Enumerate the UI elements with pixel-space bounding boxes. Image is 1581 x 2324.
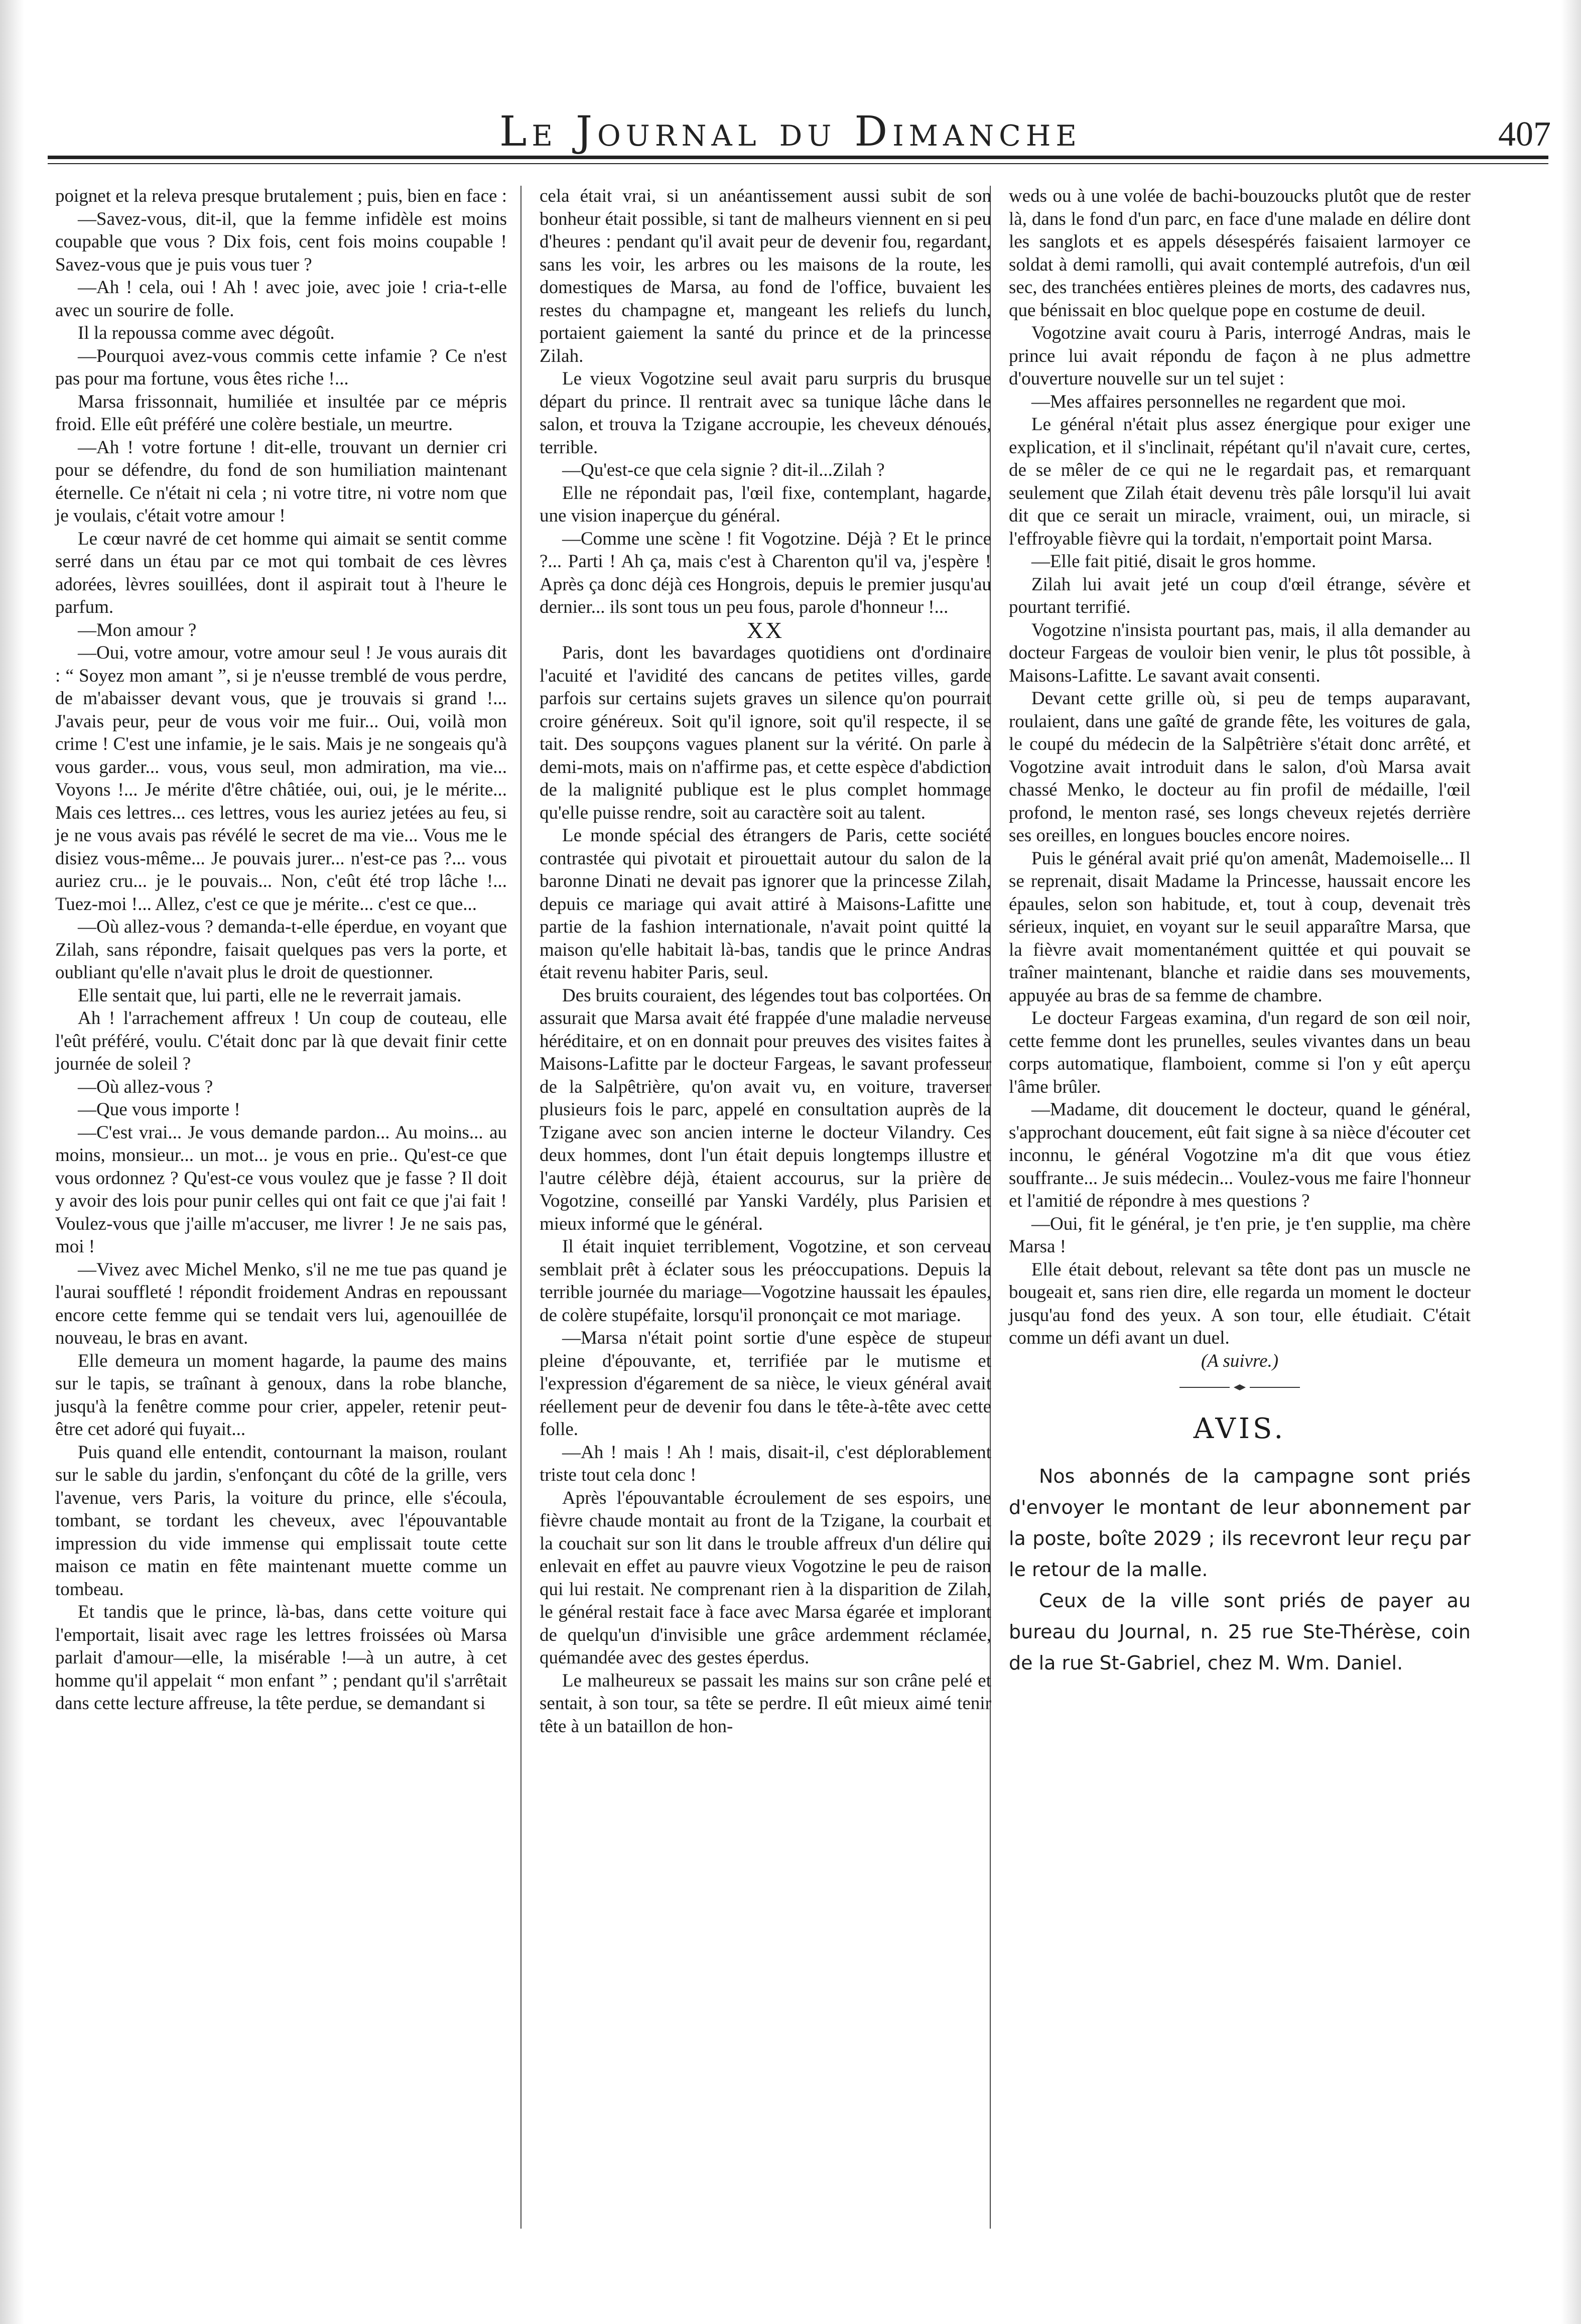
paragraph: Il la repoussa comme avec dégoût. [78, 323, 335, 343]
text-column-2 [540, 185, 991, 1738]
header-rule-thick [48, 156, 1548, 159]
paragraph: Vogotzine n'insista pourtant pas, mais, il alla demander au docteur Fargeas de vouloir bien venir, le plus tôt possible, à Maisons-Lafitte. Le savant avait consenti. [1009, 619, 1471, 686]
notice-title: AVIS. [1193, 1412, 1286, 1445]
paragraph: —Que vous importe ! [78, 1099, 240, 1120]
paragraph: —Ah ! votre fortune ! dit-elle, trouvant un dernier cri pour se défendre, du fond de son humiliation maintenant éternelle. Ce n'était ni cela ; ni votre titre, ni votre nom que je voulais, c'était votre amour ! [55, 437, 507, 526]
paragraph: Paris, dont les bavardages quotidiens ont d'ordinaire l'acuité et l'avidité des cancans de petites villes, garde parfois sur certains sujets graves un silence qu'on pourrait croire généreux. Soit qu'il ignore, soit qu'il respecte, il se tait. Des soupçons vagues planent sur la vérité. On parle à demi-mots, mais on n'affirme pas, et cette espèce d'abdiction de la malignité publique est le plus complet hommage qu'elle puisse rendre, soit au caractère soit au talent. [540, 642, 991, 823]
to-be-continued: (A suivre.) [1201, 1350, 1279, 1371]
paragraph: —Où allez-vous ? demanda-t-elle éperdue, en voyant que Zilah, sans répondre, faisait quelques pas vers la porte, et oubliant qu'elle n'avait plus le droit de questionner. [55, 917, 507, 983]
paragraph: Elle sentait que, lui parti, elle ne le reverrait jamais. [78, 985, 462, 1006]
paragraph: —Oui, votre amour, votre amour seul ! Je vous aurais dit : “ Soyez mon amant ”, si je n'eusse tremblé de vous perdre, de m'abaisser devant vous, que je trouvais si grand !... J'avais peur, peur de vous voir me fuir... Oui, voilà mon crime ! C'est une infamie, je le sais. Mais je ne songeais qu'à vous garder... vous, vous seul, mon admiration, ma vie... Voyons !... Je mérite d'être châtiée, oui, oui, je le mérite... Mais ces lettres... ces lettres, vous les auriez jetées au feu, si je ne vous avais pas révélé le secret de ma vie... Vous me le disiez vous-même... Je pouvais jurer... n'est-ce pas ?... vous auriez cru... je le pouvais... Non, c'eût été trop lâche !... Tuez-moi !... Allez, c'est ce que je mérite... c'est ce que... [55, 642, 507, 915]
paragraph: —Mes affaires personnelles ne regardent que moi. [1031, 391, 1406, 412]
notice-paragraph: Nos abonnés de la campagne sont priés d'envoyer le montant de leur abonnement par la poste, boîte 2029 ; ils recevront leur reçu par le retour de la malle. [1009, 1465, 1471, 1581]
paragraph: Le général n'était plus assez énergique pour exiger une explication, et il s'inclinait, répétant qu'il n'avait cure, certes, de se mêler de ce qui ne le regardait pas, et remarquant seulement que Zilah était devenu très pâle lorsqu'il lui avait dit que ce serait un miracle, vraiment, oui, un miracle, si l'effroyable fièvre qui la tordait, n'emportait point Marsa. [1009, 414, 1471, 549]
paragraph: Marsa frissonnait, humiliée et insultée par ce mépris froid. Elle eût préféré une colère bestiale, un meurtre. [55, 391, 507, 435]
paragraph: —C'est vrai... Je vous demande pardon... Au moins... au moins, monsieur... un mot... je vous en prie.. Qu'est-ce que vous ordonnez ? Qu'est-ce vous voulez que je fasse ? Il doit y avoir des lois pour punir celles qui ont fait ce que j'ai fait ! Voulez-vous que j'aille m'accuser, me livrer ! Je ne sais pas, moi ! [55, 1122, 507, 1257]
ornament-divider-icon [1174, 1382, 1305, 1392]
paragraph: Le docteur Fargeas examina, d'un regard de son œil noir, cette femme dont les prunelles, seules vivantes dans un beau corps automatique, flamboient, comme si l'on y eût aperçu l'âme brûler. [1009, 1008, 1471, 1097]
text-column-1 [55, 185, 507, 1715]
paragraph: —Savez-vous, dit-il, que la femme infidèle est moins coupable que vous ? Dix fois, cent fois moins coupable ! Savez-vous que je puis vous tuer ? [55, 208, 507, 275]
page-edge-left [0, 0, 24, 2324]
paragraph: —Marsa n'était point sortie d'une espèce de stupeur pleine d'épouvante, et, terrifiée par le mutisme et l'expression d'égarement de sa nièce, le vieux général avait réellement peur de devenir fou dans le tête-à-tête avec cette folle. [540, 1328, 991, 1440]
paragraph: —Qu'est-ce que cela signie ? dit-il...Zilah ? [562, 460, 885, 480]
paragraph: Le malheureux se passait les mains sur son crâne pelé et sentait, à son tour, sa tête se perdre. Il eût mieux aimé tenir tête à un bataillon de hon- [540, 1670, 991, 1737]
paragraph: Des bruits couraient, des légendes tout bas colportées. On assurait que Marsa avait été frappée d'une maladie nerveuse héréditaire, et on en donnait pour preuves des visites faites à Maisons-Lafitte par le docteur Fargeas, le savant professeur de la Salpêtrière, qu'on avait vu, en voiture, traverser plusieurs fois le parc, appelé en consultation auprès de la Tzigane avec son ancien interne le docteur Vilandry. Ces deux hommes, dont l'un était depuis longtemps illustre et l'autre célèbre déjà, étaient accourus, sur la prière de Vogotzine, conseillé par Yanski Vardély, plus Parisien et mieux informé que le général. [540, 985, 991, 1234]
paragraph: Puis quand elle entendit, contournant la maison, roulant sur le sable du jardin, s'enfonçant du côté de la grille, vers l'avenue, vers Paris, la voiture du prince, elle s'écoula, tombant, se tordant les cheveux, avec l'épouvantable impression du vide immense qui emplissait toute cette maison ce matin en fête maintenant muette comme un tombeau. [55, 1442, 507, 1600]
paragraph: Elle était debout, relevant sa tête dont pas un muscle ne bougeait et, sans rien dire, elle regarda un moment le docteur jusqu'au fond des yeux. A son tour, elle étudiait. C'était comme un défi avant un duel. [1009, 1259, 1471, 1348]
paragraph: —Vivez avec Michel Menko, s'il ne me tue pas quand je l'aurai souffleté ! répondit froidement Andras en repoussant encore cette femme qui se tendait vers lui, agenouillée de nouveau, le bras en avant. [55, 1259, 507, 1348]
paragraph: —Où allez-vous ? [78, 1076, 213, 1097]
paragraph: Le cœur navré de cet homme qui aimait se sentit comme serré dans un étau par ce mot qui tombait de ces lèvres adorées, lèvres souillées, dont il aspirait tout à l'heure le parfum. [55, 528, 507, 617]
page-number: 407 [1498, 115, 1551, 154]
chapter-number: XX [746, 617, 784, 643]
paragraph: Vogotzine avait couru à Paris, interrogé Andras, mais le prince lui avait répondu de façon à ne plus admettre d'ouverture nouvelle sur un tel sujet : [1009, 323, 1471, 389]
header-rule-thin [48, 163, 1548, 164]
paragraph: weds ou à une volée de bachi-bouzoucks plutôt que de rester là, dans le fond d'un parc, en face d'une malade en délire dont les sanglots et es appels désespérés faisaient larmoyer ce soldat à demi ramolli, qui avait contemplé autrefois, d'un œil sec, des tranchées entières pleines de morts, des cadavres nus, que bénissait en bloc quelque pope en costume de deuil. [1009, 186, 1471, 321]
paragraph: Après l'épouvantable écroulement de ses espoirs, une fièvre chaude montait au front de la Tzigane, la courbait et la couchait sur son lit dans le trouble affreux d'un délire qui enlevait en effet au pauvre vieux Vogotzine le peu de raison qui lui restait. Ne comprenant rien à la disparition de Zilah, le général restait face à face avec Marsa égarée et implorant de quelqu'un d'invisible une grâce ardemment réclamée, quémandée avec des gestes éperdus. [540, 1487, 991, 1668]
paragraph: Zilah lui avait jeté un coup d'œil étrange, sévère et pourtant terrifié. [1009, 574, 1471, 617]
paragraph: Elle demeura un moment hagarde, la paume des mains sur le tapis, se traînant à genoux, dans la robe blanche, jusqu'à la fenêtre comme pour crier, appeler, retenir peut-être cet adoré qui fuyait... [55, 1350, 507, 1440]
page-edge-right [1561, 0, 1581, 2324]
paragraph: —Mon amour ? [78, 619, 197, 640]
paragraph: poignet et la releva presque brutalement ; puis, bien en face : [55, 186, 507, 206]
paragraph: —Elle fait pitié, disait le gros homme. [1031, 551, 1316, 572]
notice-body [1009, 1461, 1471, 1679]
paragraph: Puis le général avait prié qu'on amenât, Mademoiselle... Il se reprenait, disait Madame la Princesse, haussait encore les épaules, selon son habitude, et, tout à coup, devenait très sérieux, inquiet, en voyant sur le seuil apparaître Marsa, que la fièvre avait momentanément quittée et qui pouvait se traîner maintenant, blanche et raidie dans ses mouvements, appuyée au bras de sa femme de chambre. [1009, 848, 1471, 1006]
paragraph: —Pourquoi avez-vous commis cette infamie ? Ce n'est pas pour ma fortune, vous êtes riche !... [55, 345, 507, 389]
paragraph: Le vieux Vogotzine seul avait paru surpris du brusque départ du prince. Il rentrait avec sa tunique lâche dans le salon, et trouva la Tzigane accroupie, les cheveux dénoués, terrible. [540, 368, 991, 458]
paragraph: —Ah ! mais ! Ah ! mais, disait-il, c'est déplorablement triste tout cela donc ! [540, 1442, 991, 1485]
paragraph: —Comme une scène ! fit Vogotzine. Déjà ? Et le prince ?... Parti ! Ah ça, mais c'est à Charenton qu'il va, j'espère ! Après ça donc déjà ces Hongrois, depuis le premier jusqu'au dernier... ils sont tous un peu fous, parole d'honneur !... [540, 528, 991, 617]
paragraph: Ah ! l'arrachement affreux ! Un coup de couteau, elle l'eût préféré, voulu. C'était donc par là que devait finir cette journée de soleil ? [55, 1008, 507, 1074]
paragraph: Devant cette grille où, si peu de temps auparavant, roulaient, dans une gaîté de grande fête, les voitures de gala, le coupé du médecin de la Salpêtrière s'était donc arrêté, et Vogotzine avait introduit dans le salon, d'où Marsa avait chassé Menko, le docteur au fin profil de médaille, l'œil profond, le menton rasé, ses longs cheveux rejetés derrière ses oreilles, en longues boucles encore noires. [1009, 688, 1471, 846]
paragraph: —Madame, dit doucement le docteur, quand le général, s'approchant doucement, eût fait signe à sa nièce d'écouter cet inconnu, le général Vogotzine m'a dit que vous étiez souffrante... Je suis médecin... Voulez-vous me faire l'honneur et l'amitié de répondre à mes questions ? [1009, 1099, 1471, 1211]
paragraph: Elle ne répondait pas, l'œil fixe, contemplant, hagarde, une vision inaperçue du général. [540, 482, 991, 526]
paragraph: —Oui, fit le général, je t'en prie, je t'en supplie, ma chère Marsa ! [1009, 1213, 1471, 1257]
paragraph: cela était vrai, si un anéantissement aussi subit de son bonheur était possible, si tant de malheurs viennent en si peu d'heures : pendant qu'il avait peur de devenir fou, regardant, sans les voir, les arbres ou les maisons de la route, les domestiques de Marsa, au fond de l'office, buvaient les restes du champagne et, mangeant les reliefs du lunch, portaient gaiement la santé du prince et de la princesse Zilah. [540, 186, 991, 366]
paragraph: Et tandis que le prince, là-bas, dans cette voiture qui l'emportait, lisait avec rage les lettres froissées où Marsa parlait d'amour—elle, la misérable !—à un autre, à cet homme qu'il appelait “ mon enfant ” ; pendant qu'il s'arrêtait dans cette lecture affreuse, la tête perdue, se demandant si [55, 1602, 507, 1714]
masthead-title: Le Journal du Dimanche [499, 108, 1082, 156]
paragraph: Le monde spécial des étrangers de Paris, cette société contrastée qui pivotait et pirouettait autour du salon de la baronne Dinati ne devait pas ignorer que la princesse Zilah, depuis ce mariage qui avait attiré à Maisons-Lafitte une partie de la fashion internationale, n'avait point quitté la maison qu'elle habitait là-bas, tandis que le prince Andras était revenu habiter Paris, seul. [540, 825, 991, 983]
column-divider [520, 186, 521, 2229]
paragraph: —Ah ! cela, oui ! Ah ! avec joie, avec joie ! cria-t-elle avec un sourire de folle. [55, 277, 507, 321]
text-column-3 [1009, 185, 1471, 1679]
notice-paragraph: Ceux de la ville sont priés de payer au bureau du Journal, n. 25 rue Ste-Thérèse, coin de la rue St-Gabriel, chez M. Wm. Daniel. [1009, 1589, 1471, 1674]
paragraph: Il était inquiet terriblement, Vogotzine, et son cerveau semblait prêt à éclater sous les préoccupations. Depuis la terrible journée du mariage—Vogotzine haussait les épaules, de colère stupéfaite, lorsqu'il prononçait ce mot mariage. [540, 1236, 991, 1326]
